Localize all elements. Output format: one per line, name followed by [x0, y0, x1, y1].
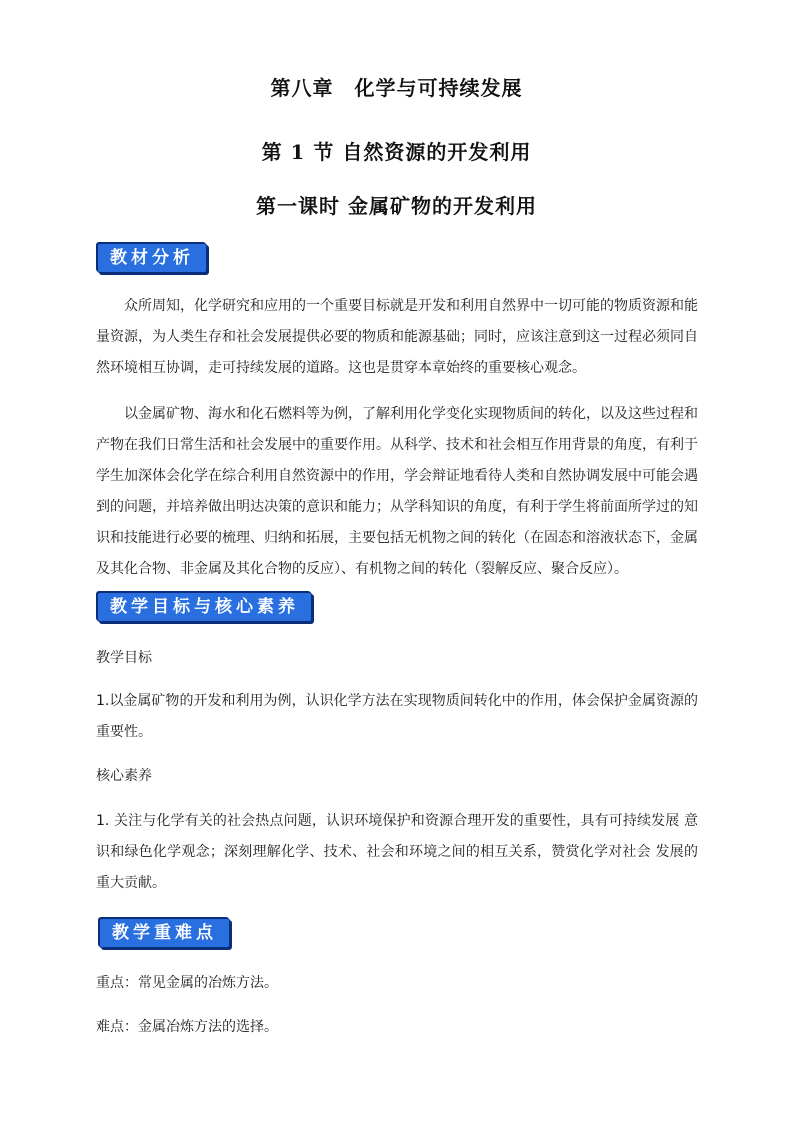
- analysis-paragraph-1: 众所周知，化学研究和应用的一个重要目标就是开发和利用自然界中一切可能的物质资源和能量资源，为人类生存和社会发展提供必要的物质和能源基础；同时，应该注意到这一过程必须同自然环境相互协调，走可持续发展的道路。这也是贯穿本章始终的重要核心观念。: [96, 298, 698, 376]
- lesson-title: 第一课时 金属矿物的开发利用: [256, 194, 537, 218]
- core-item-1: 1. 关注与化学有关的社会热点问题，认识环境保护和资源合理开发的重要性，具有可持续发展 意识和绿色化学观念；深刻理解化学、技术、社会和环境之间的相互关系，赞赏化学对社会 发展的重大贡献。: [96, 813, 698, 891]
- keypoints-badge: 教学重难点: [99, 918, 230, 948]
- goals-label: 教学目标: [96, 650, 152, 666]
- section-title: 第 1 节 自然资源的开发利用: [261, 140, 532, 164]
- objectives-badge: 教学目标与核心素养: [97, 592, 312, 622]
- analysis-badge: 教材分析: [97, 243, 207, 273]
- difficulty-point: 难点：金属冶炼方法的选择。: [96, 1019, 278, 1035]
- goal-item-1: 1.以金属矿物的开发和利用为例，认识化学方法在实现物质间转化中的作用，体会保护金属资源的重要性。: [96, 693, 698, 740]
- chapter-title: 第八章 化学与可持续发展: [270, 76, 523, 100]
- analysis-paragraph-2: 以金属矿物、海水和化石燃料等为例，了解利用化学变化实现物质间的转化，以及这些过程和产物在我们日常生活和社会发展中的重要作用。从科学、技术和社会相互作用背景的角度，有利于学生加深体会化学在综合利用自然资源中的作用，学会辩证地看待人类和自然协调发展中可能会遇到的问题，并培养做出明达决策的意识和能力；从学科知识的角度，有利于学生将前面所学过的知识和技能进行必要的梳理、归纳和拓展，主要包括无机物之间的转化（在固态和溶液状态下，金属及其化合物、非金属及其化合物的反应）、有机物之间的转化（裂解反应、聚合反应）。: [96, 406, 698, 577]
- core-label: 核心素养: [96, 768, 152, 784]
- focus-point: 重点：常见金属的冶炼方法。: [96, 975, 278, 991]
